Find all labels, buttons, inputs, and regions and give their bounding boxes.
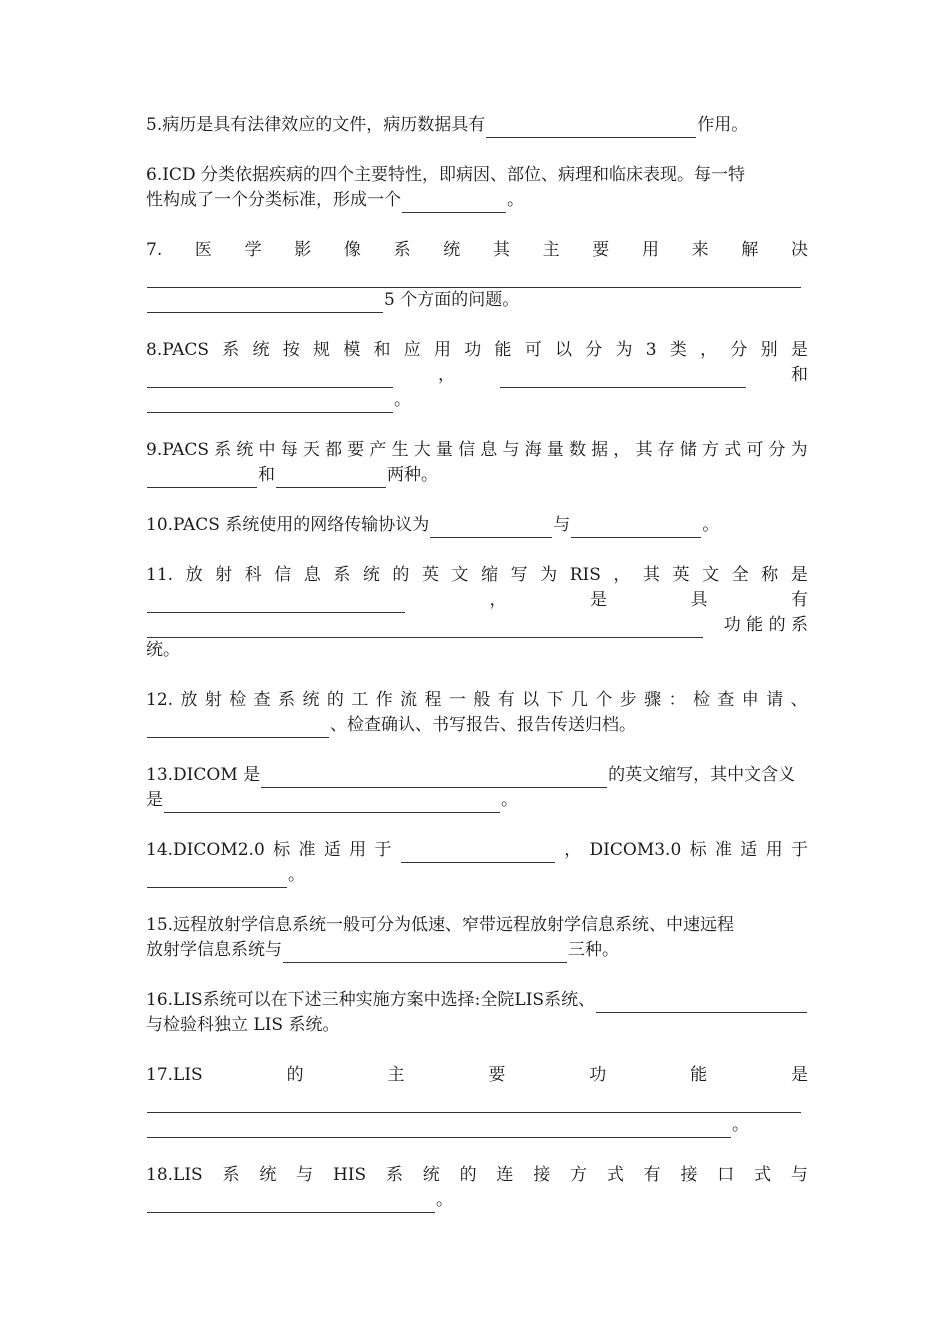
q9-mid: 和 [258,465,275,485]
q14-token: 于 [790,840,808,860]
q11-row2-token: 有 [791,590,808,610]
q7-blank-1[interactable] [147,268,801,288]
q9-token: 方 [701,440,719,460]
q11-blank-1[interactable] [147,593,405,613]
q7-token: 主 [542,240,560,260]
q7-blank-2[interactable] [147,293,383,313]
q8-token: 类 [669,340,687,360]
q14-token: 适 [740,840,758,860]
q15-line2a: 放射学信息系统与 [146,940,282,960]
q9-token: 生 [391,440,409,460]
q11-row2-token: ， [489,590,507,610]
q12-token: 查 [717,690,735,710]
q11-token: 写 [510,565,528,585]
q17-token: 要 [488,1065,506,1085]
q5-end: 作用。 [697,115,749,135]
q14-blank-1[interactable] [401,843,555,863]
q6-line1: 6.ICD 分类依据疾病的四个主要特性，即病因、部位、病理和临床表现。每一特 [146,165,745,185]
q9-token: 海 [524,440,542,460]
q8-token: 分 [730,340,748,360]
question-11 [146,563,808,663]
question-9 [146,438,808,488]
q9-token: 大 [413,440,431,460]
q12-token: 程 [424,690,442,710]
q11-token: 是 [790,565,808,585]
q12-token: 工 [351,690,369,710]
q8-token: 3 [645,340,657,360]
q9-token: 息 [480,440,498,460]
q12-token: 12. [146,690,174,710]
q12-token: 以 [522,690,540,710]
q13-mid: 的英文缩写，其中文含义 [608,765,796,785]
q12-token: 流 [400,690,418,710]
q18-token: 统 [259,1165,277,1185]
q9-token: 统 [236,440,254,460]
question-8 [146,338,808,413]
q8-token: 可 [524,340,542,360]
q9-token: 量 [546,440,564,460]
q9-token: ， [613,440,631,460]
q8-token: 用 [434,340,452,360]
q12-tail: 、检查确认、书写报告、报告传送归档。 [330,715,636,735]
q8-token: 统 [252,340,270,360]
q8-token: 功 [464,340,482,360]
q8-token: 分 [585,340,603,360]
q8-token: 8.PACS [146,340,210,360]
q16-line1: 16.LIS系统可以在下述三种实施方案中选择:全院LIS系统、 [146,990,596,1010]
q12-blank[interactable] [147,718,329,738]
q17-line1 [146,1063,808,1088]
q9-token: 要 [347,440,365,460]
q9-token: 数 [568,440,586,460]
q12-token: 步 [619,690,637,710]
q12-token: 统 [302,690,320,710]
q9-token: 信 [458,440,476,460]
q11-token: 英 [672,565,690,585]
q13-line2: 是 [146,790,163,810]
q10-mid: 与 [553,515,571,535]
q12-line1 [146,688,808,713]
q9-token: 量 [435,440,453,460]
q8-token: 系 [222,340,240,360]
q9-token: 式 [724,440,742,460]
q11-token: 缩 [481,565,499,585]
q8-token: 模 [343,340,361,360]
q15-blank[interactable] [283,943,567,963]
q18-token: 统 [422,1165,440,1185]
q12-token: 申 [741,690,759,710]
q17-token: 17.LIS [146,1065,203,1085]
q18-token: 18.LIS [146,1165,203,1185]
question-14 [146,838,808,888]
q12-token: 放 [180,690,198,710]
q16-line2: 与检验科独立 LIS 系统。 [146,1015,340,1035]
q14-end: 。 [288,865,305,885]
q7-token: 要 [592,240,610,260]
question-17 [146,1063,808,1138]
q8-sep1: ， [438,365,455,385]
q10-blank-2[interactable] [571,518,701,538]
q8-token: ， [700,340,718,360]
q7-token: 像 [343,240,361,260]
q11-token: 系 [333,565,351,585]
q12-token: 般 [473,690,491,710]
q12-token: 有 [497,690,515,710]
q12-token: 射 [204,690,222,710]
q17-blank-1[interactable] [147,1093,801,1113]
q8-blank-2[interactable] [500,368,746,388]
q10-blank-1[interactable] [430,518,552,538]
q9-token: 其 [635,440,653,460]
q18-token: 与 [296,1165,314,1185]
q11-token: 信 [274,565,292,585]
q8-token: 以 [555,340,573,360]
question-10 [146,513,808,538]
q9-line1 [146,438,808,463]
q12-token: 检 [692,690,710,710]
q18-token: HIS [332,1165,367,1185]
q18-token: 方 [570,1165,587,1185]
question-18 [146,1163,808,1213]
q11-token: 放 [185,565,203,585]
q8-blank-1[interactable] [147,368,393,388]
q18-token: 接 [680,1165,698,1185]
q9-token: 分 [768,440,786,460]
q11-token: 息 [303,565,321,585]
q11-token: 英 [421,565,439,585]
q12-token: 请 [766,690,784,710]
q17-end: 。 [732,1115,749,1135]
q11-token: 文 [451,565,469,585]
q16-blank[interactable] [596,993,807,1013]
q12-token: 作 [375,690,393,710]
q13-text: 13.DICOM 是 [146,765,261,785]
q11-token: 为 [540,565,558,585]
q18-token: 口 [717,1165,735,1185]
q18-token: 有 [643,1165,661,1185]
q8-token: 按 [282,340,300,360]
q7-token: 解 [741,240,759,260]
q9-token: 据 [591,440,609,460]
q12-token: 、 [790,690,808,710]
q9-token: 中 [258,440,276,460]
q9-token: 为 [790,440,808,460]
q12-token: 下 [546,690,564,710]
question-12 [146,688,808,738]
q18-token: 式 [606,1165,624,1185]
q8-line1 [146,338,808,363]
q11-row4: 统。 [146,640,180,660]
q8-token: 别 [760,340,778,360]
q9-token: 每 [280,440,298,460]
q17-token: 功 [589,1065,607,1085]
q6-line2: 性构成了一个分类标准，形成一个 [146,190,401,210]
q17-token: 的 [286,1065,304,1085]
q18-token: 系 [385,1165,403,1185]
q15-line1: 15.远程放射学信息系统一般可分为低速、窄带远程放射学信息系统、中速远程 [146,915,735,935]
q9-blank-1[interactable] [147,468,257,488]
q12-token: 一 [448,690,466,710]
q9-token: 与 [502,440,520,460]
q14-token: 标 [273,840,291,860]
q15-line2b: 三种。 [568,940,619,960]
q17-token: 主 [387,1065,405,1085]
q18-token: 接 [533,1165,551,1185]
question-7 [146,238,808,313]
q11-row2-token: 是 [590,590,607,610]
question-6 [146,163,808,213]
q12-token: 骤 [644,690,662,710]
q7-token: 其 [492,240,510,260]
q14-token: 准 [714,840,732,860]
q18-token: 系 [222,1165,240,1185]
q14-line1 [146,838,808,863]
q12-token: 检 [229,690,247,710]
q14-token: 于 [374,840,392,860]
q8-blank-3[interactable] [147,393,393,413]
q12-token: 系 [278,690,296,710]
q11-token: 11. [146,565,174,585]
q14-blank-2[interactable] [147,868,287,888]
question-13 [146,763,808,813]
q12-token: 几 [570,690,588,710]
q13-blank-2[interactable] [164,793,500,813]
q7-token: 统 [443,240,461,260]
q18-token: 连 [496,1165,514,1185]
q17-token: 能 [690,1065,708,1085]
q11-token: 其 [642,565,660,585]
q14-token: 准 [298,840,316,860]
q7-token: 决 [790,240,808,260]
q11-row3: 功 能 的 系 [723,615,808,635]
q7-token: 7. [146,240,163,260]
q13-end: 。 [501,790,518,810]
q9-token: 天 [302,440,320,460]
q7-token: 系 [393,240,411,260]
q9-token: 存 [657,440,675,460]
q9-token: 储 [679,440,697,460]
q9-token: 都 [325,440,343,460]
q14-token: 标 [689,840,707,860]
q8-token: 是 [790,340,808,360]
q14-token: 14.DICOM2.0 [146,840,265,860]
q8-token: 规 [313,340,331,360]
q7-token: 影 [294,240,312,260]
q12-token: ： [668,690,686,710]
q9-token: 系 [214,440,232,460]
q7-line1 [146,238,808,263]
q5-text: 5.病历是具有法律效应的文件，病历数据具有 [146,115,486,135]
q11-token: 统 [362,565,380,585]
q10-text: 10.PACS 系统使用的网络传输协议为 [146,515,430,535]
q12-token: 查 [253,690,271,710]
q14-token: DICOM3.0 [589,840,682,860]
q9-token: 9.PACS [146,440,210,460]
q11-token: RIS [569,565,601,585]
q18-line1 [146,1163,808,1188]
q11-token: 射 [215,565,233,585]
question-16 [146,988,808,1038]
q9-token: 产 [369,440,387,460]
q5-blank[interactable] [486,118,696,138]
q9-token: 可 [746,440,764,460]
q11-token: 全 [731,565,749,585]
q7-token: 医 [194,240,212,260]
q8-token: 为 [615,340,633,360]
q11-token: 科 [244,565,262,585]
q6-end: 。 [507,190,524,210]
q7-tail: 5 个方面的问题。 [384,290,520,310]
q11-token: 称 [761,565,779,585]
q14-token: 适 [323,840,341,860]
q17-blank-2[interactable] [147,1118,731,1138]
q18-token: 与 [790,1165,808,1185]
question-15 [146,913,808,963]
q8-token: 和 [373,340,391,360]
q12-token: 个 [595,690,613,710]
q17-token: 是 [790,1065,808,1085]
q11-token: 文 [702,565,720,585]
q10-end: 。 [702,515,720,535]
q11-row2-token: 具 [690,590,708,610]
q11-line1 [146,563,808,588]
q8-token: 能 [494,340,512,360]
q14-token: 用 [349,840,367,860]
q18-blank[interactable] [147,1193,435,1213]
q9-end: 两种。 [387,465,438,485]
q7-token: 学 [244,240,262,260]
q11-token: ， [613,565,631,585]
q8-sep2: 和 [791,365,808,385]
q7-token: 来 [691,240,709,260]
q11-blank-2[interactable] [147,618,703,638]
q7-token: 用 [641,240,659,260]
q18-end: 。 [436,1190,453,1210]
q12-token: 的 [326,690,344,710]
q6-blank[interactable] [402,193,506,213]
q9-blank-2[interactable] [276,468,386,488]
q8-end: 。 [394,390,411,410]
q11-line2 [146,588,808,613]
q11-token: 的 [392,565,410,585]
q8-token: 应 [403,340,421,360]
q13-blank-1[interactable] [261,768,607,788]
question-5 [146,113,808,138]
q18-token: 式 [754,1165,772,1185]
q18-token: 的 [459,1165,477,1185]
q14-token: 用 [765,840,783,860]
q14-comma: ， [564,840,582,860]
